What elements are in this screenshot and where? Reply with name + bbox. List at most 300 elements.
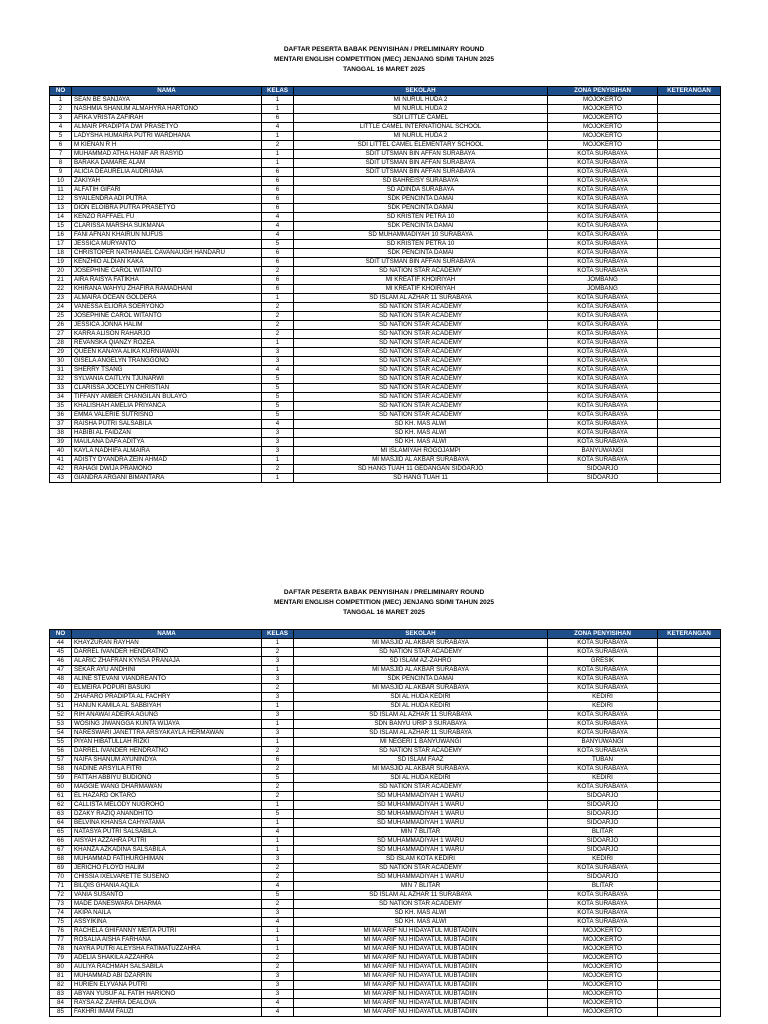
- cell-keterangan: [658, 465, 721, 474]
- table-row: [50, 990, 721, 999]
- table-header-row: [50, 87, 721, 96]
- cell-sekolah: SDI AL HUDA KEDIRI: [294, 693, 548, 702]
- cell-zona: KOTA SURABAYA: [548, 231, 658, 240]
- table-row: [50, 402, 721, 411]
- cell-zona: MOJOKERTO: [548, 981, 658, 990]
- cell-keterangan: [658, 900, 721, 909]
- cell-sekolah: SD KH. MAS ALWI: [294, 429, 548, 438]
- cell-zona: KOTA SURABAYA: [548, 402, 658, 411]
- cell-sekolah: SD NATION STAR ACADEMY: [294, 357, 548, 366]
- cell-nama: DARREL IVANDER HENDRATNO: [72, 648, 262, 657]
- table-row: [50, 729, 721, 738]
- cell-sekolah: MI MA'ARIF NU HIDAYATUL MUBTADIIN: [294, 972, 548, 981]
- cell-keterangan: [658, 666, 721, 675]
- cell-no: 4: [50, 123, 72, 132]
- cell-keterangan: [658, 438, 721, 447]
- cell-keterangan: [658, 276, 721, 285]
- cell-kelas: 3: [262, 438, 294, 447]
- cell-zona: KOTA SURABAYA: [548, 420, 658, 429]
- cell-kelas: 4: [262, 123, 294, 132]
- cell-sekolah: SDK PENCINTA DAMAI: [294, 222, 548, 231]
- cell-zona: KOTA SURABAYA: [548, 267, 658, 276]
- cell-no: 32: [50, 375, 72, 384]
- table-row: [50, 846, 721, 855]
- document-subtitle: MENTARI ENGLISH COMPETITION (MEC) JENJANG SD/MI TAHUN 2025: [273, 56, 495, 63]
- cell-sekolah: SD NATION STAR ACADEMY: [294, 648, 548, 657]
- cell-nama: EL HAZARD OKTARO: [72, 792, 262, 801]
- cell-zona: KOTA SURABAYA: [548, 666, 658, 675]
- cell-no: 41: [50, 456, 72, 465]
- cell-kelas: 1: [262, 150, 294, 159]
- cell-keterangan: [658, 819, 721, 828]
- cell-sekolah: MI NURUL HUDA 2: [294, 105, 548, 114]
- cell-zona: KEDIRI: [548, 855, 658, 864]
- cell-kelas: 2: [262, 267, 294, 276]
- table-row: [50, 429, 721, 438]
- cell-zona: KOTA SURABAYA: [548, 366, 658, 375]
- cell-kelas: 1: [262, 474, 294, 483]
- cell-no: 35: [50, 402, 72, 411]
- table-row: [50, 936, 721, 945]
- table-row: [50, 945, 721, 954]
- cell-kelas: 3: [262, 657, 294, 666]
- table-row: [50, 240, 721, 249]
- cell-nama: RAISHA PUTRI SALSABILA: [72, 420, 262, 429]
- cell-zona: KOTA SURABAYA: [548, 303, 658, 312]
- cell-sekolah: SD KH. MAS ALWI: [294, 438, 548, 447]
- cell-sekolah: MIN 7 BLITAR: [294, 882, 548, 891]
- cell-nama: JOSEPHINE CAROL WITANTO: [72, 312, 262, 321]
- cell-kelas: 3: [262, 729, 294, 738]
- cell-kelas: 3: [262, 429, 294, 438]
- table-row: [50, 168, 721, 177]
- cell-zona: KOTA SURABAYA: [548, 177, 658, 186]
- cell-no: 50: [50, 693, 72, 702]
- cell-kelas: 1: [262, 339, 294, 348]
- cell-kelas: 2: [262, 312, 294, 321]
- cell-no: 38: [50, 429, 72, 438]
- cell-zona: KOTA SURABAYA: [548, 195, 658, 204]
- cell-kelas: 2: [262, 303, 294, 312]
- cell-keterangan: [658, 972, 721, 981]
- cell-sekolah: MIN 7 BLITAR: [294, 828, 548, 837]
- cell-kelas: 1: [262, 132, 294, 141]
- cell-no: 40: [50, 447, 72, 456]
- cell-sekolah: SD ISLAM AL AZHAR 11 SURABAYA: [294, 891, 548, 900]
- cell-no: 80: [50, 963, 72, 972]
- cell-kelas: 5: [262, 891, 294, 900]
- cell-nama: ALMAIRA OCEAN GOLDERA: [72, 294, 262, 303]
- cell-sekolah: SD NATION STAR ACADEMY: [294, 747, 548, 756]
- cell-kelas: 2: [262, 873, 294, 882]
- cell-kelas: 5: [262, 393, 294, 402]
- cell-kelas: 6: [262, 204, 294, 213]
- cell-keterangan: [658, 456, 721, 465]
- cell-sekolah: SD MUHAMMADIYAH 1 WARU: [294, 873, 548, 882]
- cell-no: 1: [50, 96, 72, 105]
- cell-sekolah: SD NATION STAR ACADEMY: [294, 267, 548, 276]
- cell-nama: BELVINA KHANSA CAHYATAMA: [72, 819, 262, 828]
- cell-no: 36: [50, 411, 72, 420]
- cell-keterangan: [658, 936, 721, 945]
- table-row: [50, 465, 721, 474]
- cell-kelas: 1: [262, 159, 294, 168]
- cell-keterangan: [658, 873, 721, 882]
- cell-zona: BANYUWANGI: [548, 447, 658, 456]
- table-row: [50, 765, 721, 774]
- page-1-title-block: [0, 45, 768, 75]
- cell-zona: SIDOARJO: [548, 801, 658, 810]
- cell-no: 6: [50, 141, 72, 150]
- table-row: [50, 267, 721, 276]
- cell-keterangan: [658, 1008, 721, 1017]
- cell-zona: KOTA SURABAYA: [548, 720, 658, 729]
- table-row: [50, 900, 721, 909]
- cell-kelas: 6: [262, 756, 294, 765]
- cell-keterangan: [658, 675, 721, 684]
- cell-sekolah: SD MUHAMMADIYAH 1 WARU: [294, 792, 548, 801]
- cell-zona: GRESIK: [548, 657, 658, 666]
- cell-sekolah: SDI LITTLE CAMEL: [294, 114, 548, 123]
- cell-sekolah: SD NATION STAR ACADEMY: [294, 348, 548, 357]
- cell-nama: NATASYA PUTRI SALSABILA: [72, 828, 262, 837]
- table-row: [50, 963, 721, 972]
- cell-no: 33: [50, 384, 72, 393]
- cell-no: 34: [50, 393, 72, 402]
- cell-nama: GISELA ANGELYN TRANGGONO: [72, 357, 262, 366]
- cell-nama: FANI AFNAN KHAIRUN NUFUS: [72, 231, 262, 240]
- cell-sekolah: SDK PENCINTA DAMAI: [294, 195, 548, 204]
- cell-zona: MOJOKERTO: [548, 990, 658, 999]
- cell-no: 70: [50, 873, 72, 882]
- cell-keterangan: [658, 105, 721, 114]
- cell-nama: KHALISHAH AMELIA PRIYANCA: [72, 402, 262, 411]
- table-row: [50, 447, 721, 456]
- cell-nama: ABYAN YUSUF AL FATIH HARIONO: [72, 990, 262, 999]
- cell-kelas: 4: [262, 999, 294, 1008]
- cell-keterangan: [658, 366, 721, 375]
- cell-sekolah: MI MA'ARIF NU HIDAYATUL MUBTADIIN: [294, 945, 548, 954]
- cell-kelas: 6: [262, 186, 294, 195]
- cell-zona: SIDOARJO: [548, 810, 658, 819]
- cell-keterangan: [658, 639, 721, 648]
- cell-nama: NARESWARI JANETTRA ARSYAKAYLA HERMAWAN: [72, 729, 262, 738]
- cell-zona: KOTA SURABAYA: [548, 783, 658, 792]
- cell-zona: KOTA SURABAYA: [548, 330, 658, 339]
- col-header-zona: ZONA PENYISIHAN: [548, 630, 658, 639]
- cell-sekolah: SD ISLAM AL AZHAR 11 SURABAYA: [294, 294, 548, 303]
- cell-kelas: 6: [262, 114, 294, 123]
- cell-zona: KOTA SURABAYA: [548, 411, 658, 420]
- cell-nama: NADINE ARSYILA FITRI: [72, 765, 262, 774]
- cell-zona: BLITAR: [548, 882, 658, 891]
- cell-sekolah: MI MA'ARIF NU HIDAYATUL MUBTADIIN: [294, 1008, 548, 1017]
- cell-nama: MAGGIE WANG DHARMAWAN: [72, 783, 262, 792]
- cell-keterangan: [658, 384, 721, 393]
- cell-kelas: 4: [262, 231, 294, 240]
- cell-sekolah: SD MUHAMMADIYAH 1 WARU: [294, 801, 548, 810]
- cell-keterangan: [658, 909, 721, 918]
- col-header-sekolah: SEKOLAH: [294, 630, 548, 639]
- cell-sekolah: SD KRISTEN PETRA 10: [294, 240, 548, 249]
- cell-keterangan: [658, 429, 721, 438]
- cell-zona: JOMBANG: [548, 276, 658, 285]
- table-row: [50, 891, 721, 900]
- cell-kelas: 5: [262, 375, 294, 384]
- cell-keterangan: [658, 375, 721, 384]
- col-header-keterangan: KETERANGAN: [658, 630, 721, 639]
- table-row: [50, 882, 721, 891]
- table-row: [50, 114, 721, 123]
- cell-no: 44: [50, 639, 72, 648]
- cell-nama: CALLISTA MELODY NUGROHO: [72, 801, 262, 810]
- cell-no: 29: [50, 348, 72, 357]
- cell-no: 26: [50, 321, 72, 330]
- table-row: [50, 159, 721, 168]
- cell-no: 23: [50, 294, 72, 303]
- cell-keterangan: [658, 240, 721, 249]
- table-row: [50, 954, 721, 963]
- cell-keterangan: [658, 312, 721, 321]
- table-row: [50, 150, 721, 159]
- cell-sekolah: SD NATION STAR ACADEMY: [294, 900, 548, 909]
- cell-sekolah: SDN BANYU URIP 3 SURABAYA: [294, 720, 548, 729]
- cell-nama: SYLVANIA CAITLYN TJUNARWI: [72, 375, 262, 384]
- table-row: [50, 666, 721, 675]
- cell-nama: MUHAMMAD FATIHURGHIMAN: [72, 855, 262, 864]
- cell-nama: KHAYZURAN RAYHAN: [72, 639, 262, 648]
- cell-keterangan: [658, 891, 721, 900]
- table-row: [50, 702, 721, 711]
- cell-kelas: 3: [262, 855, 294, 864]
- col-header-zona: ZONA PENYISIHAN: [548, 87, 658, 96]
- cell-zona: KOTA SURABAYA: [548, 159, 658, 168]
- cell-sekolah: MI MA'ARIF NU HIDAYATUL MUBTADIIN: [294, 954, 548, 963]
- cell-nama: AULIYA RACHMAH SALSABILA: [72, 963, 262, 972]
- cell-keterangan: [658, 141, 721, 150]
- cell-keterangan: [658, 294, 721, 303]
- cell-kelas: 5: [262, 384, 294, 393]
- cell-nama: QUEEN KANAYA ALIKA KURNIAWAN: [72, 348, 262, 357]
- cell-zona: KOTA SURABAYA: [548, 729, 658, 738]
- cell-kelas: 5: [262, 774, 294, 783]
- cell-kelas: 6: [262, 249, 294, 258]
- col-header-keterangan: KETERANGAN: [658, 87, 721, 96]
- cell-keterangan: [658, 168, 721, 177]
- table-row: [50, 204, 721, 213]
- cell-kelas: 1: [262, 801, 294, 810]
- cell-zona: KOTA SURABAYA: [548, 222, 658, 231]
- cell-no: 30: [50, 357, 72, 366]
- cell-zona: KEDIRI: [548, 774, 658, 783]
- cell-zona: SIDOARJO: [548, 846, 658, 855]
- cell-kelas: 4: [262, 1008, 294, 1017]
- cell-zona: KOTA SURABAYA: [548, 312, 658, 321]
- cell-keterangan: [658, 339, 721, 348]
- cell-no: 3: [50, 114, 72, 123]
- cell-sekolah: SD KRISTEN PETRA 10: [294, 213, 548, 222]
- cell-keterangan: [658, 648, 721, 657]
- cell-no: 58: [50, 765, 72, 774]
- cell-no: 68: [50, 855, 72, 864]
- cell-no: 31: [50, 366, 72, 375]
- cell-sekolah: SD MUHAMMADIYAH 1 WARU: [294, 837, 548, 846]
- cell-no: 27: [50, 330, 72, 339]
- cell-kelas: 1: [262, 456, 294, 465]
- cell-kelas: 1: [262, 936, 294, 945]
- table-row: [50, 366, 721, 375]
- table-row: [50, 783, 721, 792]
- cell-zona: KOTA SURABAYA: [548, 384, 658, 393]
- cell-nama: GIANDRA ARGANI BIMANTARA: [72, 474, 262, 483]
- cell-nama: HURIEN ELYVANA PUTRI: [72, 981, 262, 990]
- cell-zona: KOTA SURABAYA: [548, 684, 658, 693]
- cell-sekolah: SD KH. MAS ALWI: [294, 918, 548, 927]
- cell-zona: MOJOKERTO: [548, 945, 658, 954]
- table-row: [50, 132, 721, 141]
- cell-zona: KOTA SURABAYA: [548, 900, 658, 909]
- cell-no: 49: [50, 684, 72, 693]
- cell-sekolah: MI MA'ARIF NU HIDAYATUL MUBTADIIN: [294, 999, 548, 1008]
- table-row: [50, 339, 721, 348]
- cell-sekolah: SD BAHREISY SURABAYA: [294, 177, 548, 186]
- cell-kelas: 5: [262, 810, 294, 819]
- cell-no: 74: [50, 909, 72, 918]
- cell-zona: SIDOARJO: [548, 465, 658, 474]
- cell-nama: AISYAH AZZAHRA PUTRI: [72, 837, 262, 846]
- cell-no: 2: [50, 105, 72, 114]
- cell-sekolah: MI MA'ARIF NU HIDAYATUL MUBTADIIN: [294, 927, 548, 936]
- table-row: [50, 675, 721, 684]
- table-row: [50, 303, 721, 312]
- cell-sekolah: MI MASJID AL AKBAR SURABAYA: [294, 684, 548, 693]
- page-2-title-block: [0, 588, 768, 618]
- col-header-sekolah: SEKOLAH: [294, 87, 548, 96]
- cell-zona: KOTA SURABAYA: [548, 918, 658, 927]
- cell-no: 73: [50, 900, 72, 909]
- cell-kelas: 3: [262, 675, 294, 684]
- cell-no: 69: [50, 864, 72, 873]
- cell-zona: TUBAN: [548, 756, 658, 765]
- cell-zona: KOTA SURABAYA: [548, 393, 658, 402]
- cell-sekolah: SD ADINDA SURABAYA: [294, 186, 548, 195]
- cell-no: 16: [50, 231, 72, 240]
- cell-no: 75: [50, 918, 72, 927]
- cell-nama: SEKAR AYU ANDHINI: [72, 666, 262, 675]
- cell-keterangan: [658, 855, 721, 864]
- cell-zona: MOJOKERTO: [548, 96, 658, 105]
- cell-no: 12: [50, 195, 72, 204]
- cell-kelas: 1: [262, 738, 294, 747]
- cell-no: 17: [50, 240, 72, 249]
- cell-sekolah: SD NATION STAR ACADEMY: [294, 384, 548, 393]
- cell-nama: WOSING JIWANGGA KUNTA WIJAYA: [72, 720, 262, 729]
- cell-zona: KOTA SURABAYA: [548, 348, 658, 357]
- cell-kelas: 1: [262, 720, 294, 729]
- cell-nama: ALARIC ZHAFRAN KYNSA PRANAJA: [72, 657, 262, 666]
- cell-keterangan: [658, 783, 721, 792]
- cell-kelas: 2: [262, 684, 294, 693]
- cell-nama: ALFATIH GIFARI: [72, 186, 262, 195]
- cell-keterangan: [658, 420, 721, 429]
- table-row: [50, 186, 721, 195]
- cell-keterangan: [658, 357, 721, 366]
- cell-no: 59: [50, 774, 72, 783]
- cell-keterangan: [658, 990, 721, 999]
- cell-kelas: 1: [262, 294, 294, 303]
- cell-nama: RIH ANAWAI ADEIRA AGUNG: [72, 711, 262, 720]
- cell-keterangan: [658, 918, 721, 927]
- cell-zona: MOJOKERTO: [548, 123, 658, 132]
- table-row: [50, 810, 721, 819]
- cell-kelas: 1: [262, 639, 294, 648]
- cell-nama: AIRA RAISYA FATIKHA: [72, 276, 262, 285]
- cell-zona: KOTA SURABAYA: [548, 438, 658, 447]
- cell-no: 24: [50, 303, 72, 312]
- cell-zona: KOTA SURABAYA: [548, 456, 658, 465]
- col-header-no: NO: [50, 630, 72, 639]
- table-row: [50, 141, 721, 150]
- cell-sekolah: MI MASJID AL AKBAR SURABAYA: [294, 639, 548, 648]
- table-row: [50, 294, 721, 303]
- participants-table-1: [49, 86, 721, 483]
- cell-kelas: 3: [262, 348, 294, 357]
- cell-sekolah: SD NATION STAR ACADEMY: [294, 339, 548, 348]
- table-row: [50, 438, 721, 447]
- cell-zona: KOTA SURABAYA: [548, 186, 658, 195]
- cell-no: 25: [50, 312, 72, 321]
- document-title: DAFTAR PESERTA BABAK PENYISIHAN / PRELIMINARY ROUND: [283, 589, 485, 596]
- cell-nama: ZHAFARO PRADIPTA AL FACHRY: [72, 693, 262, 702]
- cell-sekolah: MI MASJID AL AKBAR SURABAYA: [294, 765, 548, 774]
- cell-kelas: 2: [262, 900, 294, 909]
- cell-no: 60: [50, 783, 72, 792]
- cell-nama: ASSYIKINA: [72, 918, 262, 927]
- cell-keterangan: [658, 684, 721, 693]
- cell-kelas: 6: [262, 177, 294, 186]
- cell-sekolah: MI NURUL HUDA 2: [294, 96, 548, 105]
- cell-no: 54: [50, 729, 72, 738]
- cell-zona: KOTA SURABAYA: [548, 864, 658, 873]
- cell-nama: JOSEPHINE CAROL WITANTO: [72, 267, 262, 276]
- cell-kelas: 6: [262, 168, 294, 177]
- cell-nama: HANUN KAMILA AL SABBIYAH: [72, 702, 262, 711]
- cell-kelas: 6: [262, 285, 294, 294]
- cell-sekolah: MI MA'ARIF NU HIDAYATUL MUBTADIIN: [294, 936, 548, 945]
- cell-nama: KHIRANA WAHYU ZHAFIRA RAMADHANI: [72, 285, 262, 294]
- table-row: [50, 474, 721, 483]
- cell-no: 81: [50, 972, 72, 981]
- cell-sekolah: SD NATION STAR ACADEMY: [294, 783, 548, 792]
- table-row: [50, 855, 721, 864]
- cell-sekolah: MI NURUL HUDA 2: [294, 132, 548, 141]
- cell-kelas: 2: [262, 963, 294, 972]
- cell-no: 11: [50, 186, 72, 195]
- cell-zona: KOTA SURABAYA: [548, 639, 658, 648]
- col-header-kelas: KELAS: [262, 630, 294, 639]
- document-date: TANGGAL 16 MARET 2025: [343, 609, 425, 616]
- cell-keterangan: [658, 657, 721, 666]
- cell-nama: DARREL IVANDER HENDRATNO: [72, 747, 262, 756]
- table-row: [50, 1008, 721, 1017]
- document-date: TANGGAL 16 MARET 2025: [343, 66, 425, 73]
- table-row: [50, 792, 721, 801]
- cell-nama: TIFFANY AMBER CHANGILAN BULAYO: [72, 393, 262, 402]
- cell-kelas: 2: [262, 765, 294, 774]
- cell-no: 84: [50, 999, 72, 1008]
- cell-nama: LADYSHA HUMAIRA PUTRI WARDHANA: [72, 132, 262, 141]
- cell-nama: CHISSIA IXELVARETTE SUSENO: [72, 873, 262, 882]
